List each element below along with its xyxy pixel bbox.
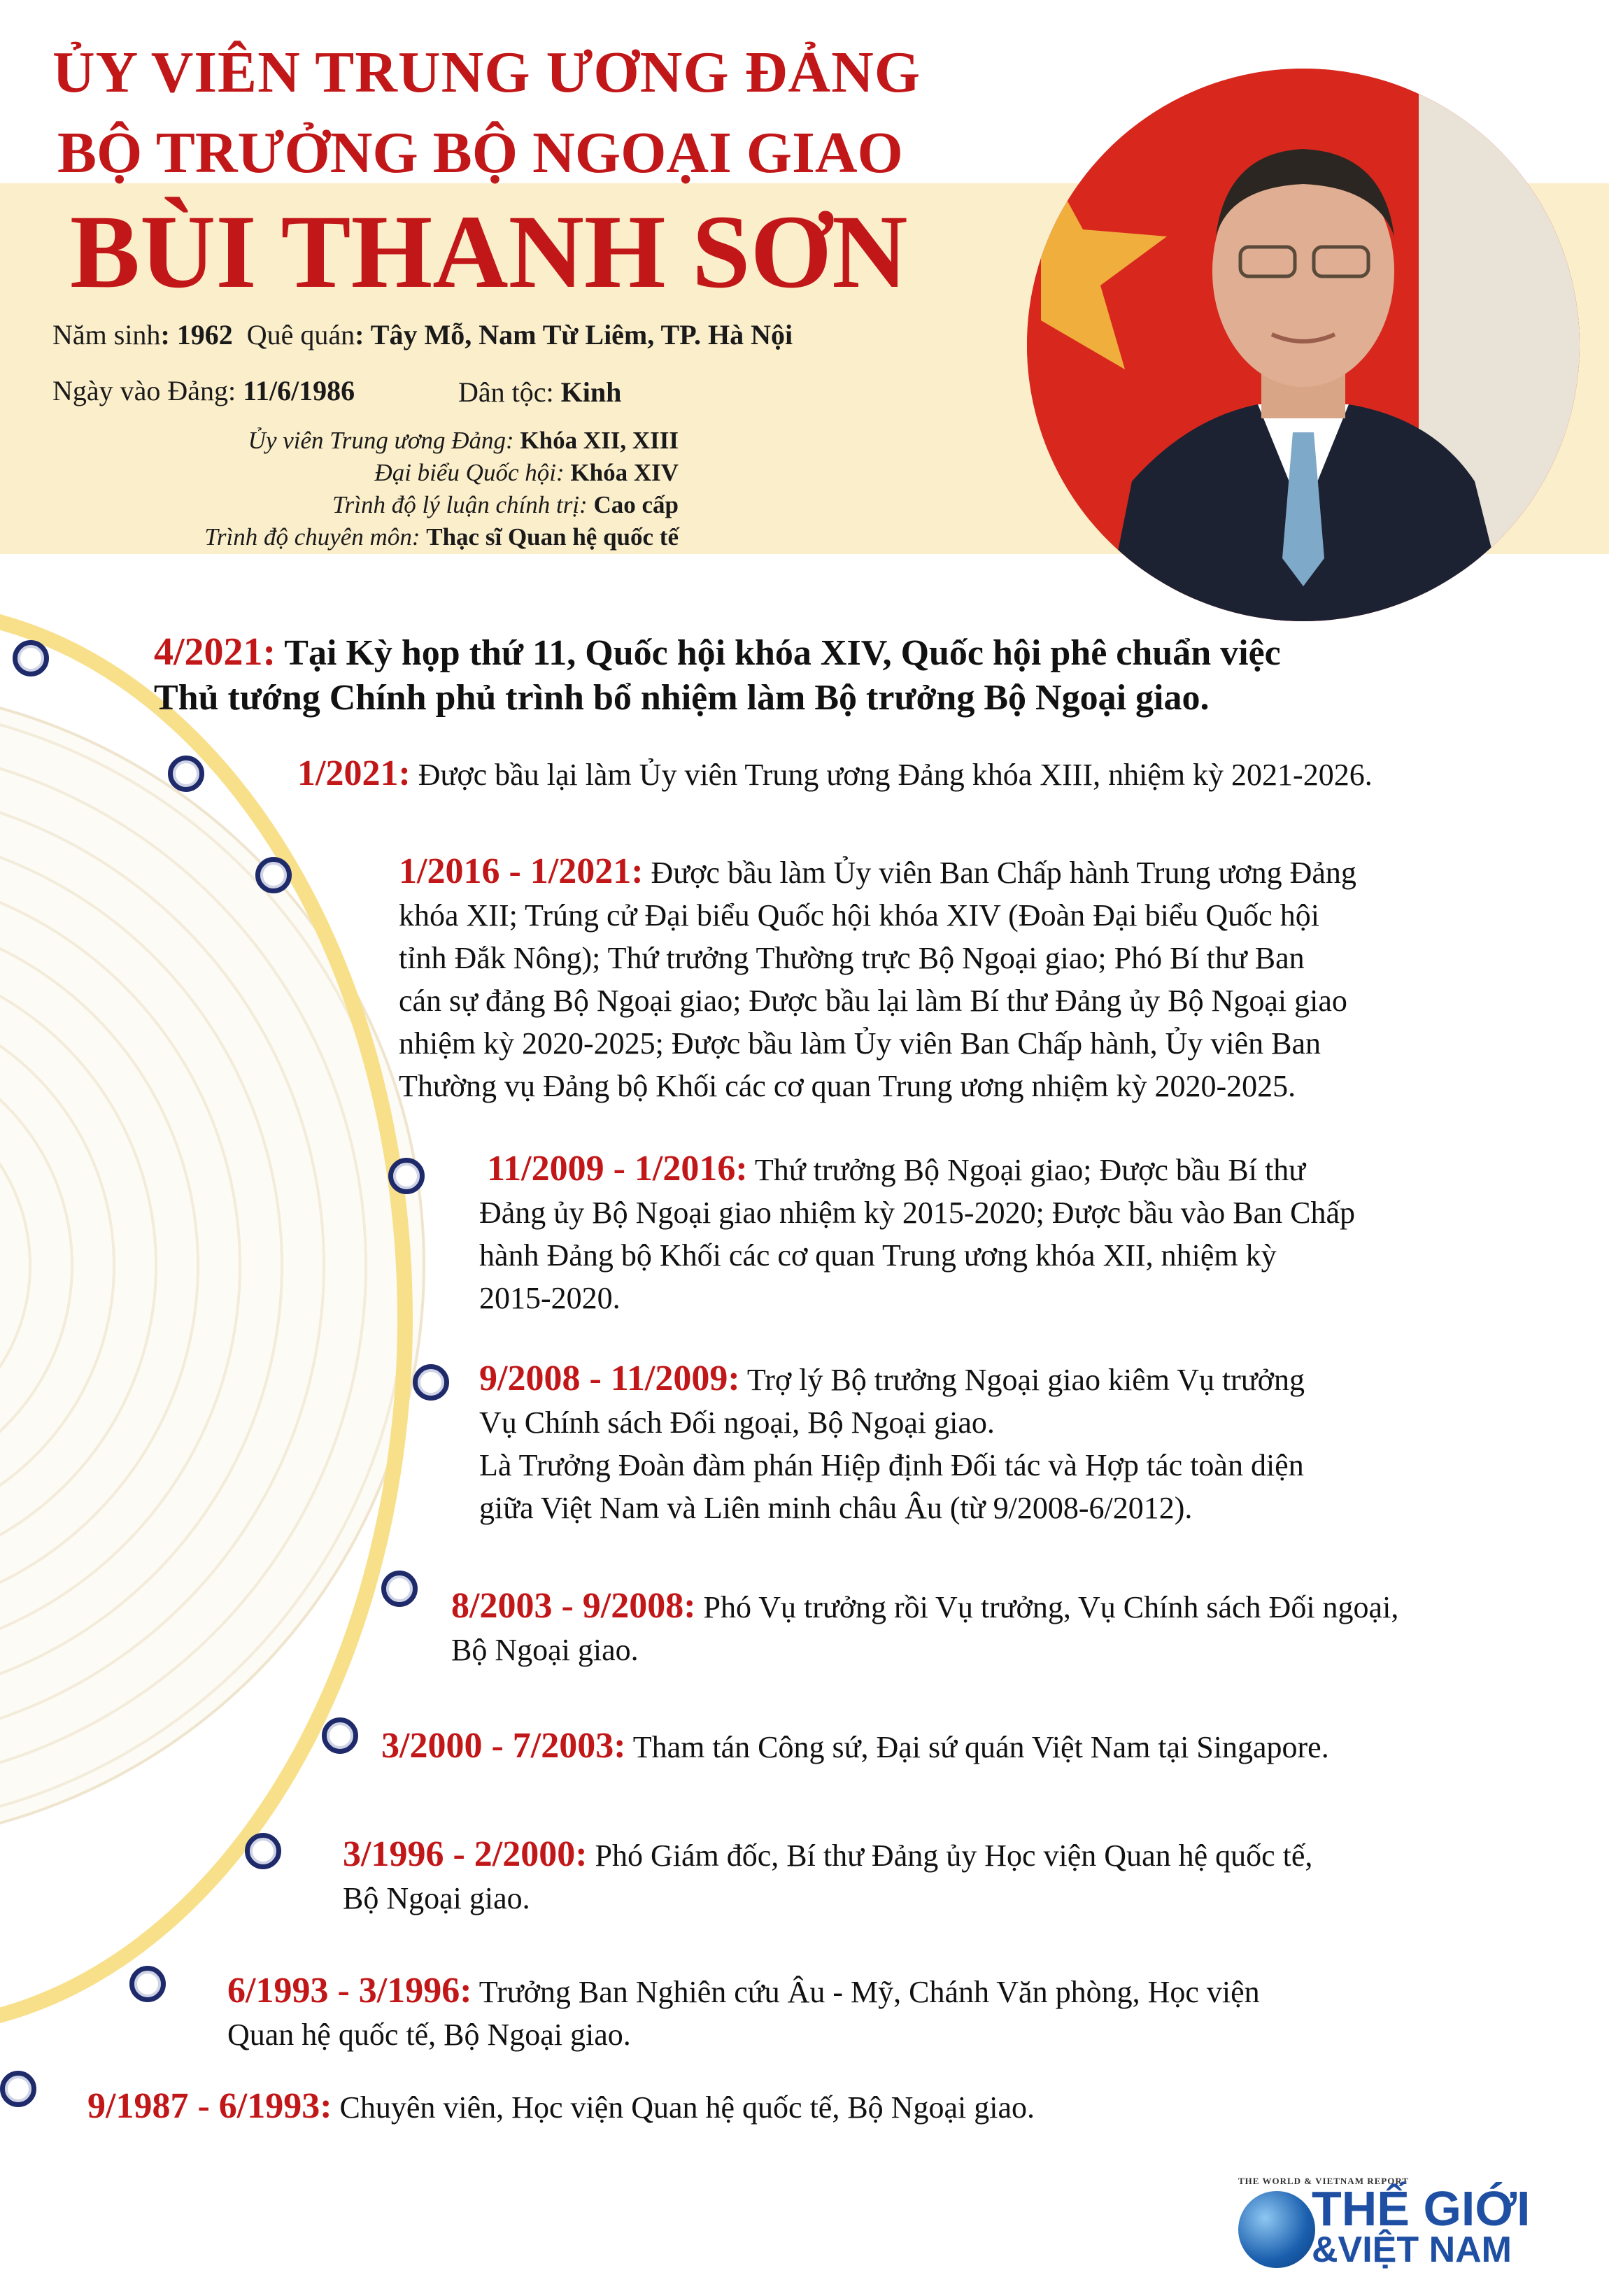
timeline-item: 9/2008 - 11/2009: Trợ lý Bộ trưởng Ngoại giao kiêm Vụ trưởng Vụ Chính sách Đối ngoại, Bộ Ngoại giao. Là Trưởng Đoàn đàm phán Hiệp định Đối tác và Hợp tác toàn diện giữa Việt Nam và Liên minh châu Âu (từ 9/2008-6/2012). <box>479 1359 1305 1525</box>
title-line2: BỘ TRƯỞNG BỘ NGOẠI GIAO <box>57 120 903 185</box>
timeline-dot <box>168 756 204 792</box>
timeline-dot <box>322 1717 358 1754</box>
person-name: BÙI THANH SƠN <box>70 194 908 310</box>
timeline-item: 3/1996 - 2/2000: Phó Giám đốc, Bí thư Đảng ủy Học viện Quan hệ quốc tế, Bộ Ngoại giao. <box>343 1834 1313 1915</box>
na-deputy: Đại biểu Quốc hội: Khóa XIV <box>374 459 679 486</box>
timeline-dot <box>245 1833 281 1869</box>
timeline-dot <box>381 1571 418 1607</box>
portrait-photo <box>1027 69 1580 621</box>
the-gioi-viet-nam-logo: THE WORLD & VIETNAM REPORT THẾ GIỚI &VIỆT NAM <box>1238 2176 1531 2270</box>
timeline-dot <box>388 1158 425 1194</box>
timeline-item: 1/2016 - 1/2021: Được bầu làm Ủy viên Ban Chấp hành Trung ương Đảng khóa XII; Trúng cử Đại biểu Quốc hội khóa XIV (Đoàn Đại biểu Quốc hội tỉnh Đắk Nông); Thứ trưởng Thường trực Bộ Ngoại giao; Phó Bí thư Ban cán sự đảng Bộ Ngoại giao; Được bầu lại làm Bí thư Đảng ủy Bộ Ngoại giao nhiệm kỳ 2020-2025; Được bầu làm Ủy viên Ban Chấp hành, Ủy viên Ban Thường vụ Đảng bộ Khối các cơ quan Trung ương nhiệm kỳ 2020-2025. <box>399 851 1356 1103</box>
political-level: Trình độ lý luận chính trị: Cao cấp <box>332 491 679 518</box>
globe-icon <box>1238 2191 1315 2268</box>
timeline-dot <box>13 640 49 676</box>
timeline-item: 9/1987 - 6/1993: Chuyên viên, Học viện Quan hệ quốc tế, Bộ Ngoại giao. <box>87 2086 1035 2126</box>
timeline-dot <box>413 1364 449 1401</box>
timeline-item: 8/2003 - 9/2008: Phó Vụ trưởng rồi Vụ trưởng, Vụ Chính sách Đối ngoại, Bộ Ngoại giao. <box>451 1586 1399 1667</box>
timeline-dot <box>255 857 292 893</box>
timeline-arc <box>0 602 413 2036</box>
timeline-item: 1/2021: Được bầu lại làm Ủy viên Trung ương Đảng khóa XIII, nhiệm kỳ 2021-2026. <box>297 753 1373 793</box>
title-line1: ỦY VIÊN TRUNG ƯƠNG ĐẢNG <box>52 40 921 105</box>
timeline-dot <box>0 2071 36 2107</box>
timeline-item: 6/1993 - 3/1996: Trưởng Ban Nghiên cứu Âu - Mỹ, Chánh Văn phòng, Học viện Quan hệ quốc tế, Bộ Ngoại giao. <box>227 1971 1260 2052</box>
ethnicity: Dân tộc: Kinh <box>458 376 622 408</box>
education-level: Trình độ chuyên môn: Thạc sĩ Quan hệ quốc tế <box>204 523 679 551</box>
timeline-dot <box>129 1966 166 2002</box>
timeline-item: 3/2000 - 7/2003: Tham tán Công sứ, Đại sứ quán Việt Nam tại Singapore. <box>381 1726 1329 1766</box>
cc-membership: Ủy viên Trung ương Đảng: Khóa XII, XIII <box>248 427 679 454</box>
timeline-item: 4/2021: Tại Kỳ họp thứ 11, Quốc hội khóa XIV, Quốc hội phê chuẩn việc Thủ tướng Chính phủ trình bổ nhiệm làm Bộ trưởng Bộ Ngoại giao. <box>154 630 1281 718</box>
timeline-item: 11/2009 - 1/2016: Thứ trưởng Bộ Ngoại giao; Được bầu Bí thư Đảng ủy Bộ Ngoại giao nhiệm kỳ 2015-2020; Được bầu vào Ban Chấp hành Đảng bộ Khối các cơ quan Trung ương khóa XII, nhiệm kỳ 2015-2020. <box>479 1149 1356 1315</box>
birth-hometown-line: Năm sinh: 1962 Quê quán: Tây Mỗ, Nam Từ Liêm, TP. Hà Nội <box>52 319 793 350</box>
party-date: Ngày vào Đảng: 11/6/1986 <box>52 375 355 406</box>
